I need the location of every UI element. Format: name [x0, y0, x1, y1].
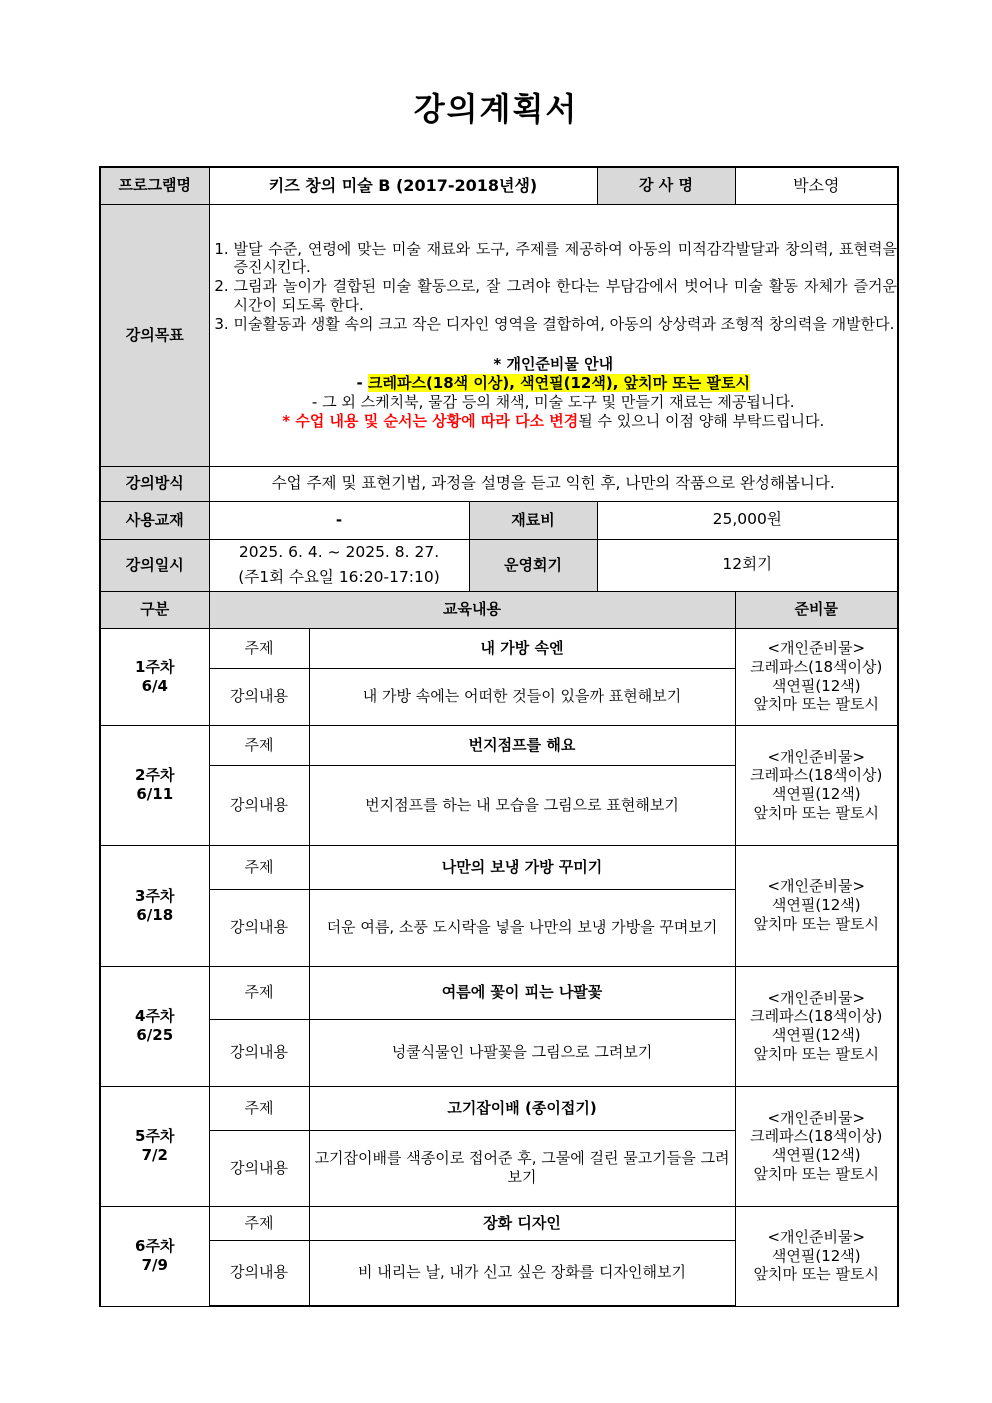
topic-label: 주제	[209, 1086, 309, 1130]
week-topic-row	[100, 725, 898, 765]
method-value: 수업 주제 및 표현기법, 과정을 설명을 듣고 익힌 후, 나만의 작품으로 완성해봅니다.	[209, 466, 898, 501]
week-cell: 5주차 7/2	[100, 1086, 209, 1206]
week-topic: 고기잡이배 (종이접기)	[309, 1086, 735, 1130]
content-label: 강의내용	[209, 1240, 309, 1306]
textbook-value: -	[209, 501, 469, 539]
week-cell: 1주차 6/4	[100, 628, 209, 725]
week-topic-row	[100, 1206, 898, 1240]
week-topic-row	[100, 628, 898, 668]
method-row	[100, 466, 898, 501]
textbook-label: 사용교재	[100, 501, 209, 539]
week-topic: 번지점프를 해요	[309, 725, 735, 765]
content-label: 강의내용	[209, 668, 309, 725]
program-label: 프로그램명	[100, 167, 209, 204]
fee-value: 25,000원	[597, 501, 898, 539]
goal-item: 2. 그림과 놀이가 결합된 미술 활동으로, 잘 그려야 한다는 부담감에서 벗어나 미술 활동 자체가 즐거운 시간이 되도록 한다.	[214, 277, 898, 314]
goals-cell	[209, 204, 898, 466]
instructor-label: 강 사 명	[597, 167, 735, 204]
notice-emphasis: 수업 내용 및 순서는 상황에 따라 다소 변경	[295, 411, 579, 430]
schedule-notice: * 수업 내용 및 순서는 상황에 따라 다소 변경될 수 있으니 이점 양해 부탁드립니다.	[282, 411, 825, 430]
content-label: 강의내용	[209, 765, 309, 845]
week-topic: 내 가방 속엔	[309, 628, 735, 668]
program-row	[100, 167, 898, 204]
fee-label: 재료비	[469, 501, 597, 539]
prep-header: 준비물	[735, 591, 898, 628]
week-cell: 2주차 6/11	[100, 725, 209, 845]
week-cell: 6주차 7/9	[100, 1206, 209, 1306]
textbook-row	[100, 501, 898, 539]
content-label: 강의내용	[209, 889, 309, 966]
topic-label: 주제	[209, 1206, 309, 1240]
week-topic-row	[100, 966, 898, 1019]
week-prep: <개인준비물> 크레파스(18색이상) 색연필(12색) 앞치마 또는 팔토시	[735, 628, 898, 725]
week-cell: 3주차 6/18	[100, 845, 209, 966]
page-title: 강의계획서	[413, 90, 579, 128]
content-header: 교육내용	[209, 591, 735, 628]
topic-label: 주제	[209, 845, 309, 889]
topic-label: 주제	[209, 966, 309, 1019]
week-topic: 장화 디자인	[309, 1206, 735, 1240]
schedule-value	[209, 539, 469, 591]
instructor-name: 박소영	[735, 167, 898, 204]
supplies-other: - 그 외 스케치북, 물감 등의 채색, 미술 도구 및 만들기 재료는 제공됩니다.	[311, 392, 795, 411]
week-content: 비 내리는 날, 내가 신고 싶은 장화를 디자인해보기	[309, 1240, 735, 1306]
program-name: 키즈 창의 미술 B (2017-2018년생)	[209, 167, 597, 204]
week-prep: <개인준비물> 크레파스(18색이상) 색연필(12색) 앞치마 또는 팔토시	[735, 1086, 898, 1206]
method-label: 강의방식	[100, 466, 209, 501]
curriculum-header-row	[100, 591, 898, 628]
week-content: 번지점프를 하는 내 모습을 그림으로 표현해보기	[309, 765, 735, 845]
week-content: 더운 여름, 소풍 도시락을 넣을 나만의 보냉 가방을 꾸며보기	[309, 889, 735, 966]
division-header: 구분	[100, 591, 209, 628]
goal-item: 1. 발달 수준, 연령에 맞는 미술 재료와 도구, 주제를 제공하여 아동의 미적감각발달과 창의력, 표현력을 증진시킨다.	[214, 239, 898, 277]
supplies-highlight: 크레파스(18색 이상), 색연필(12색), 앞치마 또는 팔토시	[367, 374, 750, 393]
topic-label: 주제	[209, 725, 309, 765]
week-prep: <개인준비물> 크레파스(18색이상) 색연필(12색) 앞치마 또는 팔토시	[735, 725, 898, 845]
sessions-value: 12회기	[597, 539, 898, 591]
week-content: 내 가방 속에는 어떠한 것들이 있을까 표현해보기	[309, 668, 735, 725]
week-cell: 4주차 6/25	[100, 966, 209, 1086]
goals-row	[100, 204, 898, 466]
goals-label: 강의목표	[100, 204, 209, 466]
content-label: 강의내용	[209, 1130, 309, 1206]
schedule-label: 강의일시	[100, 539, 209, 591]
week-content: 고기잡이배를 색종이로 접어준 후, 그물에 걸린 물고기들을 그려보기	[309, 1130, 735, 1206]
topic-label: 주제	[209, 628, 309, 668]
supplies-heading: * 개인준비물 안내	[493, 355, 614, 374]
week-prep: <개인준비물> 색연필(12색) 앞치마 또는 팔토시	[735, 845, 898, 966]
content-label: 강의내용	[209, 1019, 309, 1086]
week-topic-row	[100, 1086, 898, 1130]
week-content: 넝쿨식물인 나팔꽃을 그림으로 그려보기	[309, 1019, 735, 1086]
week-prep: <개인준비물> 크레파스(18색이상) 색연필(12색) 앞치마 또는 팔토시	[735, 966, 898, 1086]
schedule-dates: 2025. 6. 4. ~ 2025. 8. 27.	[238, 543, 440, 561]
supplies-list: - 크레파스(18색 이상), 색연필(12색), 앞치마 또는 팔토시	[356, 374, 750, 393]
week-topic-row	[100, 845, 898, 889]
schedule-row	[100, 539, 898, 591]
lecture-plan-table	[99, 166, 899, 1307]
week-prep: <개인준비물> 색연필(12색) 앞치마 또는 팔토시	[735, 1206, 898, 1306]
week-topic: 나만의 보냉 가방 꾸미기	[309, 845, 735, 889]
goal-item: 3. 미술활동과 생활 속의 크고 작은 디자인 영역을 결합하여, 아동의 상상력과 조형적 창의력을 개발한다.	[214, 314, 895, 333]
schedule-time: (주1회 수요일 16:20-17:10)	[238, 568, 440, 586]
week-topic: 여름에 꽃이 피는 나팔꽃	[309, 966, 735, 1019]
sessions-label: 운영회기	[469, 539, 597, 591]
